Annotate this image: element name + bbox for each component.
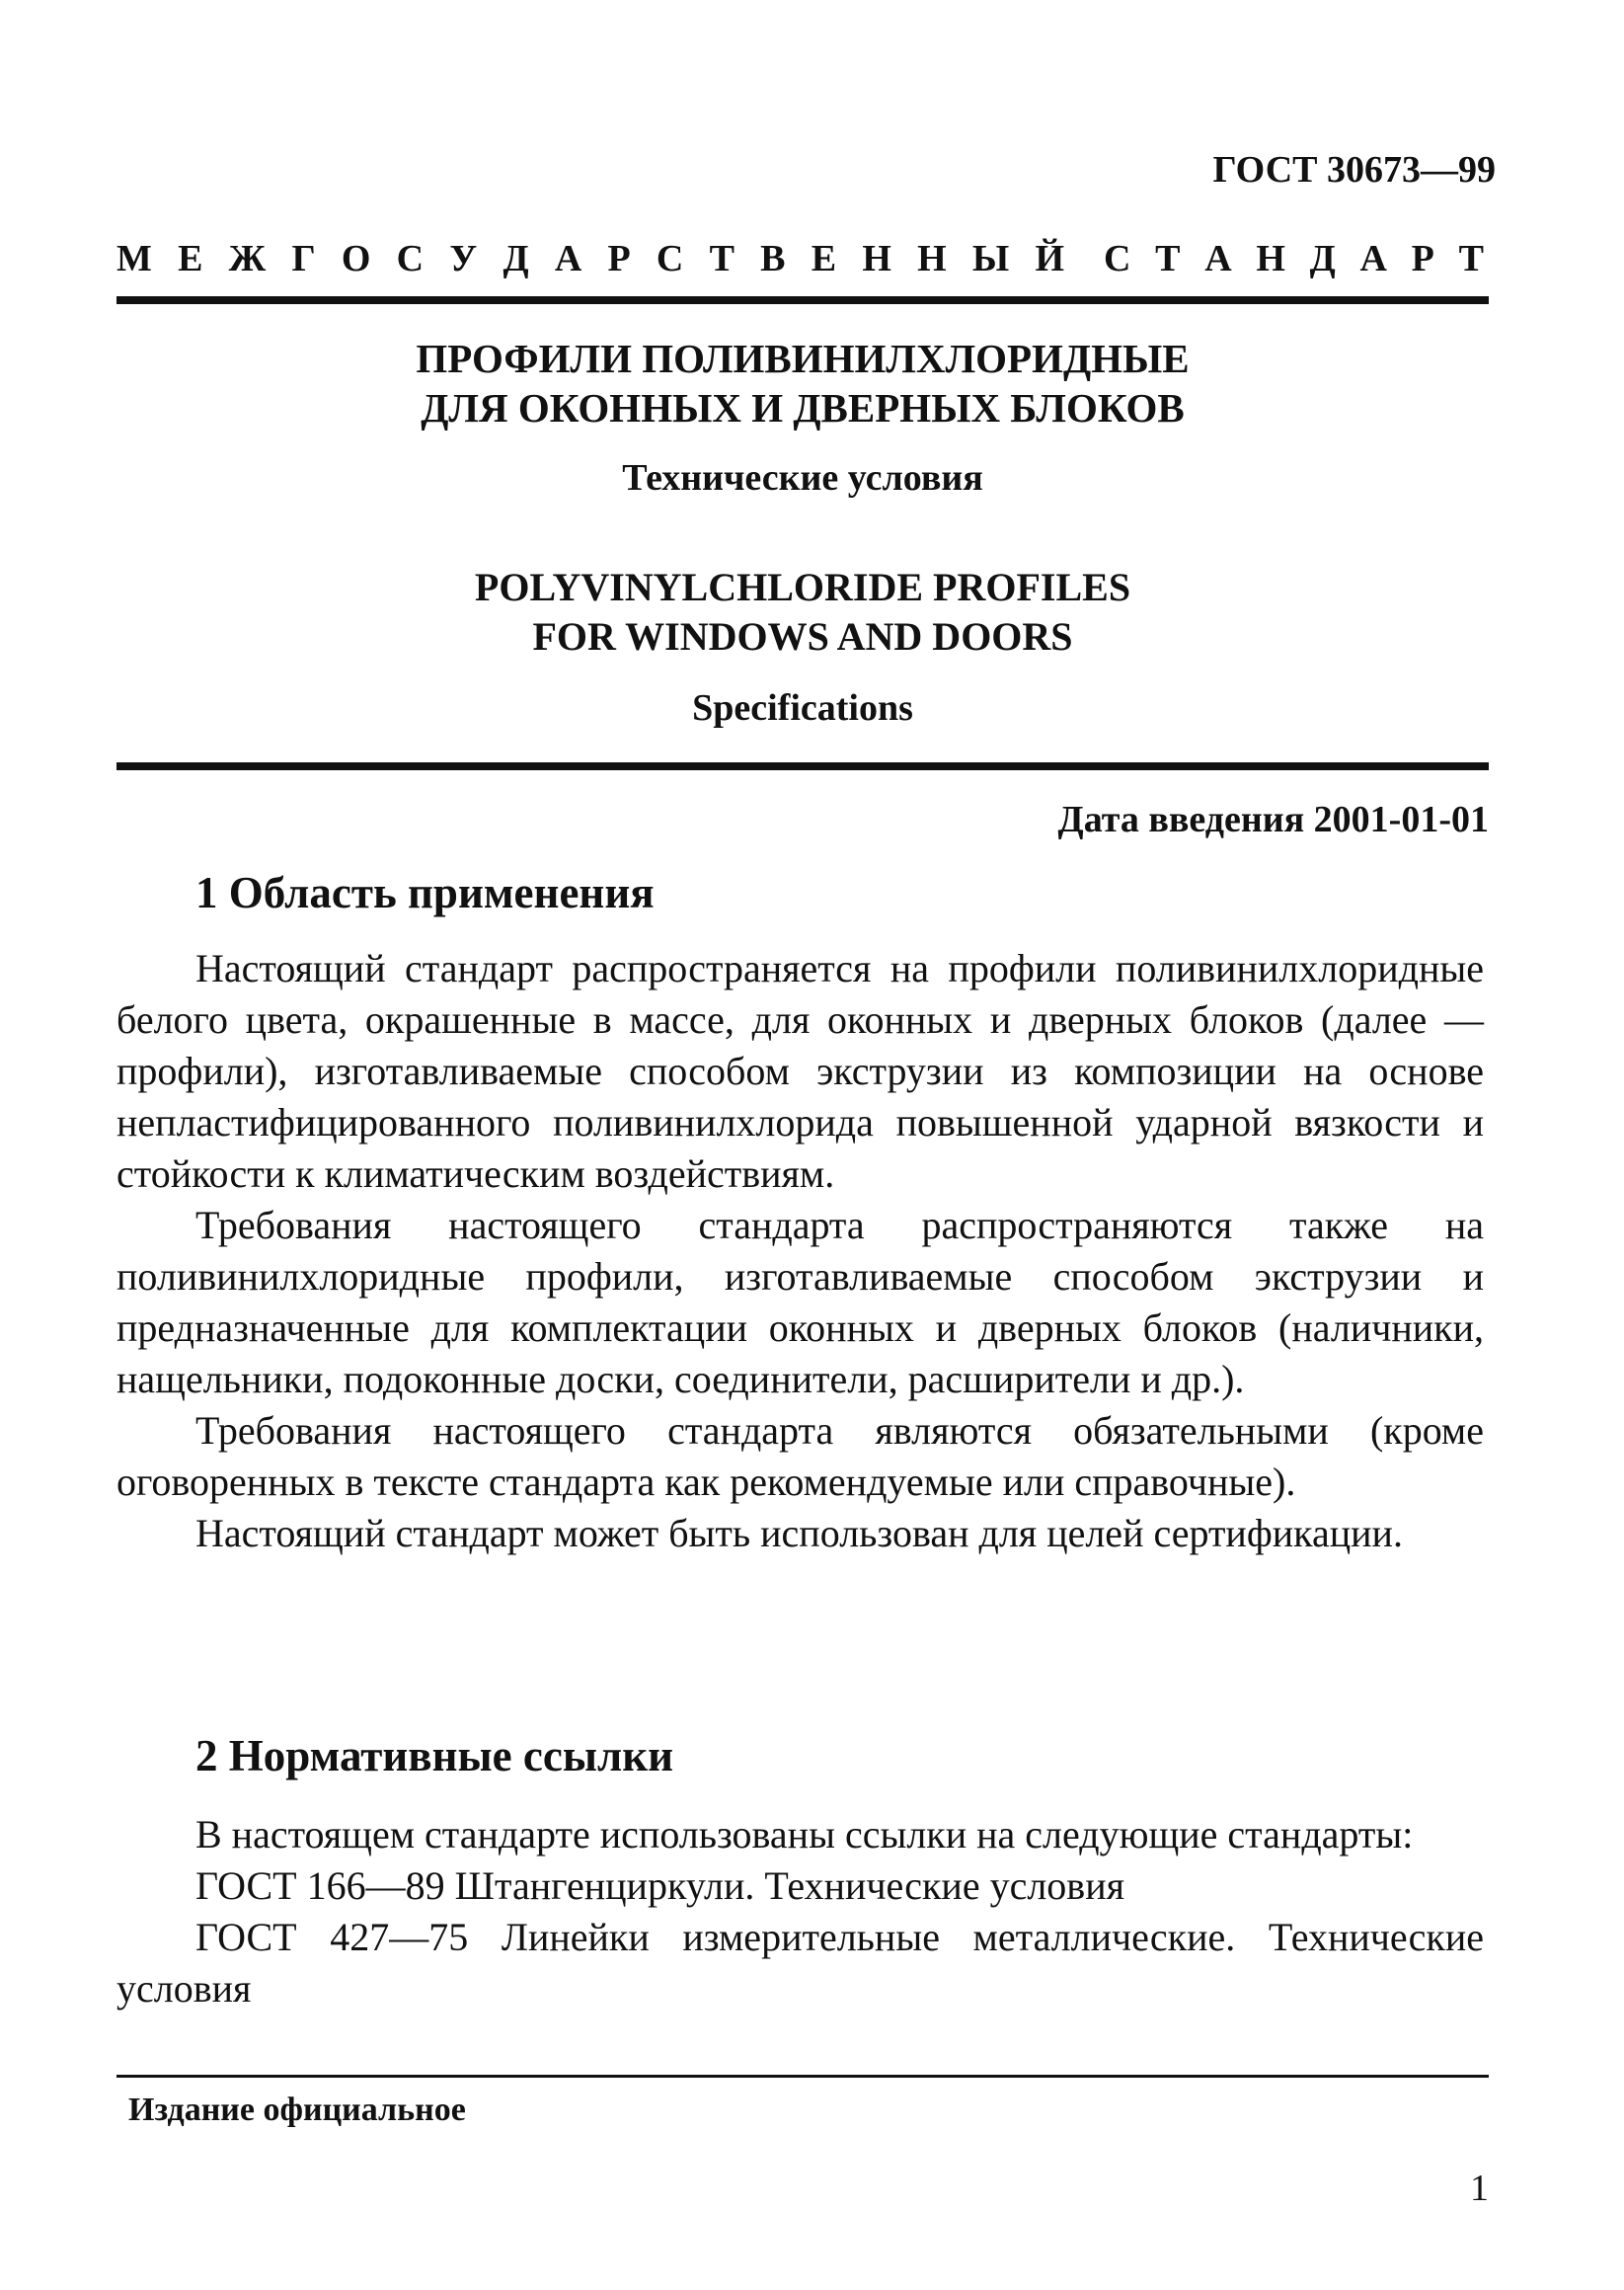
- title-en-line-1: POLYVINYLCHLORIDE PROFILES: [474, 565, 1131, 609]
- section-1-paragraph: Требования настоящего стандарта являются обязательными (кроме оговоренных в тексте стандарта как рекомендуемые или справочные).: [116, 1408, 1484, 1504]
- page-number: 1: [1470, 2168, 1489, 2209]
- subtitle-ru: Технические условия: [622, 457, 983, 499]
- section-2-intro: В настоящем стандарте использованы ссылки на следующие стандарты:: [195, 1812, 1414, 1856]
- title-en: [116, 563, 1489, 662]
- doc-number: ГОСТ 30673—99: [1212, 149, 1496, 191]
- standard-type-line: [116, 237, 1484, 280]
- title-ru-line-1: ПРОФИЛИ ПОЛИВИНИЛХЛОРИДНЫЕ: [416, 336, 1190, 381]
- section-1-paragraph: Настоящий стандарт распространяется на профили поливинилхлоридные белого цвета, окрашенные в массе, для оконных и дверных блоков (далее — профили), изготавливаемые способом экструзии из композиции на основе непластифицированного поливинилхлорида повышенной ударной вязкости и стойкости к климатическим воздействиям.: [116, 946, 1484, 1196]
- standard-type-word-2: С Т А Н Д А Р Т: [1104, 238, 1484, 279]
- section-1-paragraph: Настоящий стандарт может быть использован для целей сертификации.: [195, 1511, 1403, 1555]
- normative-reference: ГОСТ 427—75 Линейки измерительные металлические. Технические условия: [116, 1915, 1484, 2011]
- title-ru: [116, 334, 1489, 433]
- subtitle-en: Specifications: [692, 687, 913, 729]
- section-1-body: [116, 943, 1484, 1559]
- title-divider: [116, 762, 1489, 770]
- normative-reference: ГОСТ 166—89 Штангенциркули. Технические условия: [195, 1863, 1124, 1908]
- top-divider: [116, 296, 1489, 304]
- section-2-heading: 2 Нормативные ссылки: [195, 1731, 674, 1780]
- title-en-line-2: FOR WINDOWS AND DOORS: [532, 614, 1073, 659]
- section-1-heading: 1 Область применения: [195, 868, 655, 917]
- footer-divider: [116, 2075, 1489, 2078]
- edition-note: Издание официальное: [128, 2092, 466, 2128]
- section-1-paragraph: Требования настоящего стандарта распространяются также на поливинилхлоридные профили, изготавливаемые способом экструзии и предназначенные для комплектации оконных и дверных блоков (наличники, нащельники, подоконные доски, соединители, расширители и др.).: [116, 1203, 1484, 1401]
- title-ru-line-2: ДЛЯ ОКОННЫХ И ДВЕРНЫХ БЛОКОВ: [421, 385, 1185, 431]
- standard-type-word-1: М Е Ж Г О С У Д А Р С Т В Е Н Н Ы Й: [116, 238, 1064, 279]
- intro-date: Дата введения 2001-01-01: [1057, 799, 1489, 840]
- section-2-body: [116, 1809, 1484, 2014]
